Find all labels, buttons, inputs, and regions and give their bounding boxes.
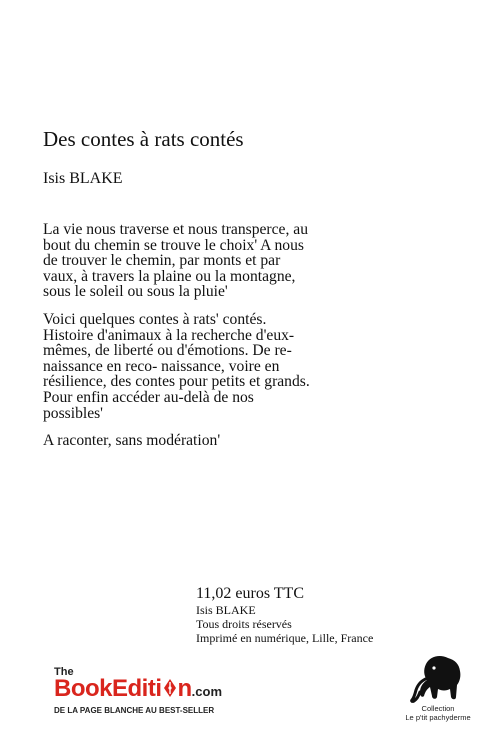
- blurb-line: de trouver le chemin, par monts et par: [43, 252, 281, 270]
- imprint-author: Isis BLAKE: [196, 603, 256, 617]
- logo-word-edition-end: n: [177, 675, 192, 702]
- collection-mark: [396, 652, 480, 726]
- author-name: Isis BLAKE: [43, 170, 123, 187]
- imprint-block: [196, 585, 416, 645]
- blurb-line: A raconter, sans modération': [43, 432, 221, 450]
- blurb-line: mêmes, de liberté ou d'émotions. De re-: [43, 342, 292, 360]
- blurb-line: Voici quelques contes à rats' contés.: [43, 310, 267, 328]
- blurb-line: vaux, à travers la plaine ou la montagne,: [43, 267, 296, 285]
- printing-notice: Imprimé en numérique, Lille, France: [196, 631, 374, 645]
- blurb-line: bout du chemin se trouve le choix' A nous: [43, 236, 304, 254]
- blurb-line: sous le soleil ou sous la pluie': [43, 283, 228, 301]
- blurb-line: naissance en reco- naissance, voire en: [43, 357, 280, 375]
- logo-wordmark: [54, 675, 222, 706]
- logo-word-edition: Editi: [112, 675, 162, 702]
- blurb-paragraph: [43, 222, 373, 300]
- rights-notice: Tous droits réservés: [196, 617, 292, 631]
- blurb-line: Pour enfin accéder au-delà de nos: [43, 388, 254, 406]
- logo-domain: .com: [191, 684, 223, 699]
- blurb-line: possibles': [43, 404, 103, 422]
- blurb-line: La vie nous traverse et nous transperce, au: [43, 221, 308, 238]
- blurb-paragraph: [43, 312, 373, 421]
- blurb-line: résilience, des contes pour petits et grands.: [43, 373, 310, 391]
- collection-name: Le p'tit pachyderme: [405, 713, 471, 722]
- logo-prefix: The: [54, 666, 74, 678]
- publisher-logo: [54, 666, 244, 722]
- blurb-paragraph: [43, 433, 373, 449]
- book-title: Des contes à rats contés: [43, 127, 244, 151]
- logo-tagline: DE LA PAGE BLANCHE AU BEST-SELLER: [54, 706, 215, 715]
- pen-nib-icon: [162, 678, 178, 698]
- elephant-icon: [410, 652, 466, 704]
- back-cover-blurb: [43, 222, 373, 461]
- blurb-line: Histoire d'animaux à la recherche d'eux-: [43, 326, 295, 344]
- collection-label: Collection: [421, 704, 455, 713]
- price: 11,02 euros TTC: [196, 585, 304, 602]
- logo-word-book: Book: [54, 675, 112, 702]
